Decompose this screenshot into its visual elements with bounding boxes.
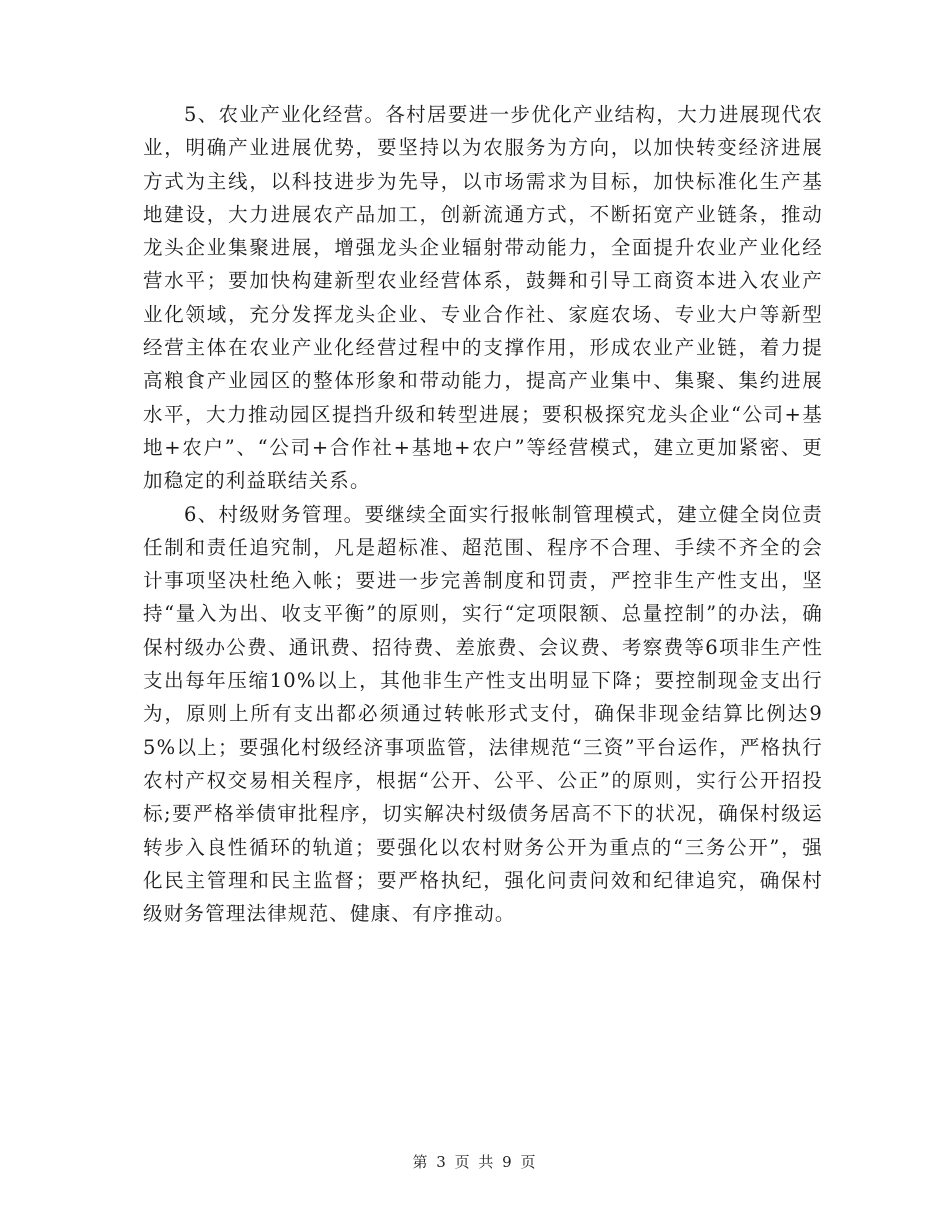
paragraph-village-finance-management: 6、村级财务管理。要继续全面实行报帐制管理模式，建立健全岗位责任制和责任追究制，凡是超标准、超范围、程序不合理、手续不齐全的会计事项坚决杜绝入帐；要进一步完善制度和罚责，严控非生产性支出，坚持“量入为出、收支平衡”的原则，实行“定项限额、总量控制”的办法，确保村级办公费、通讯费、招待费、差旅费、会议费、考察费等6项非生产性支出每年压缩10%以上，其他非生产性支出明显下降；要控制现金支出行为，原则上所有支出都必须通过转帐形式支付，确保非现金结算比例达95%以上；要强化村级经济事项监管，法律规范“三资”平台运作，严格执行农村产权交易相关程序，根据“公开、公平、公正”的原则，实行公开招投标;要严格举债审批程序，切实解决村级债务居高不下的状况，确保村级运转步入良性循环的轨道；要强化以农村财务公开为重点的“三务公开”，强化民主管理和民主监督；要严格执纪，强化问责问效和纪律追究，确保村级财务管理法律规范、健康、有序推动。 <box>143 502 823 926</box>
page-number-footer: 第 3 页 共 9 页 <box>412 1153 538 1171</box>
document-body <box>143 98 823 930</box>
paragraph-agricultural-industrialization: 5、农业产业化经营。各村居要进一步优化产业结构，大力进展现代农业，明确产业进展优势，要坚持以为农服务为方向，以加快转变经济进展方式为主线，以科技进步为先导，以市场需求为目标，加快标准化生产基地建设，大力进展农产品加工，创新流通方式，不断拓宽产业链条，推动龙头企业集聚进展，增强龙头企业辐射带动能力，全面提升农业产业化经营水平；要加快构建新型农业经营体系，鼓舞和引导工商资本进入农业产业化领域，充分发挥龙头企业、专业合作社、家庭农场、专业大户等新型经营主体在农业产业化经营过程中的支撑作用，形成农业产业链，着力提高粮食产业园区的整体形象和带动能力，提高产业集中、集聚、集约进展水平，大力推动园区提挡升级和转型进展；要积极探究龙头企业“公司+基地+农户”、“公司+合作社+基地+农户”等经营模式，建立更加紧密、更加稳定的利益联结关系。 <box>143 103 823 493</box>
